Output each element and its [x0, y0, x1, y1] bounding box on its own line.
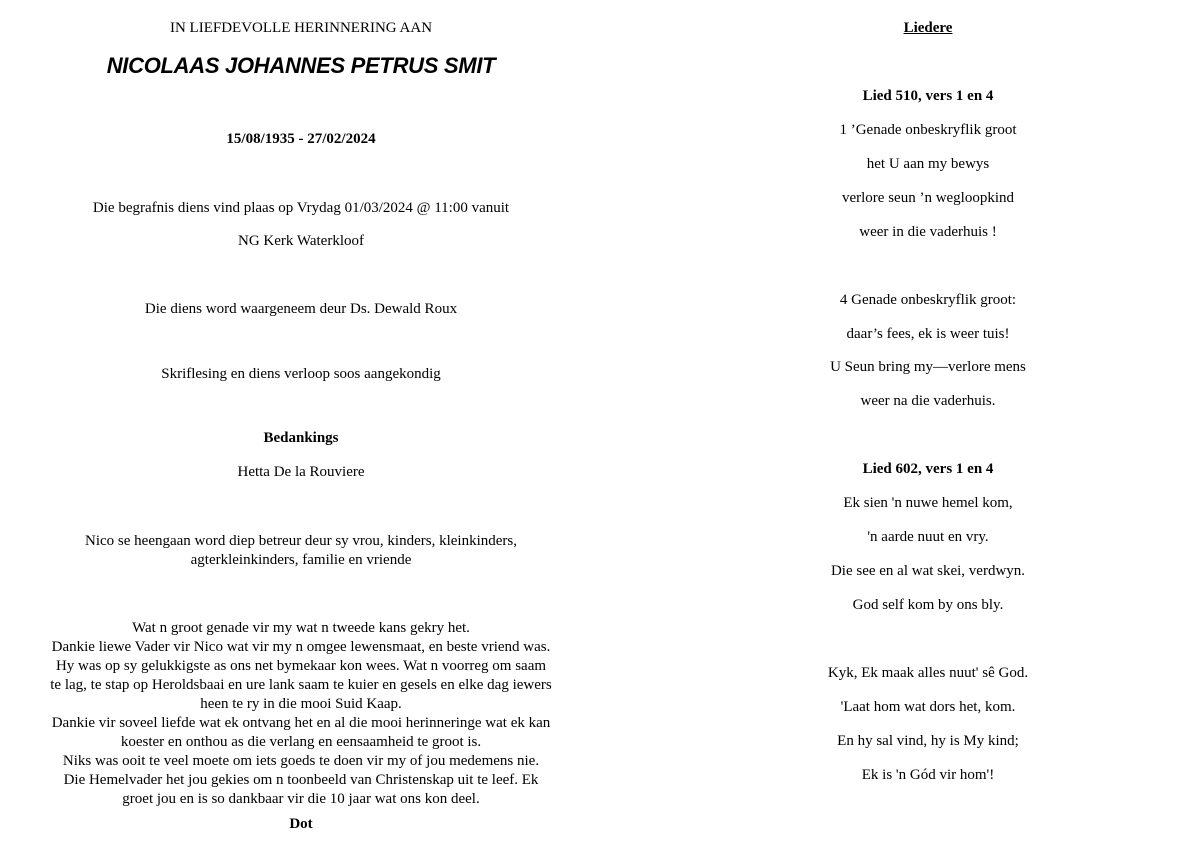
- song-title: Lied 602, vers 1 en 4: [862, 461, 994, 477]
- song-line: het U aan my bewys: [866, 156, 990, 172]
- tribute-line: Wat n groot genade vir my wat n tweede kans gekry het.: [132, 620, 470, 636]
- deceased-name: NICOLAAS JOHANNES PETRUS SMIT: [106, 53, 496, 78]
- tribute-line: Dankie liewe Vader vir Nico wat vir my n omgee lewensmaat, en beste vriend was.: [51, 639, 551, 655]
- song-line: daar’s fees, ek is weer tuis!: [846, 326, 1010, 342]
- song-line: 'n aarde nuut en vry.: [867, 529, 989, 545]
- song-line: 'Laat hom wat dors het, kom.: [840, 699, 1016, 715]
- song-line: Ek is 'n Gód vir hom'!: [861, 767, 995, 783]
- song-title: Lied 510, vers 1 en 4: [862, 88, 994, 104]
- song-line: Kyk, Ek maak alles nuut' sê God.: [827, 665, 1029, 681]
- signature: Dot: [289, 816, 313, 832]
- mourned-by-continued: agterkleinkinders, familie en vriende: [190, 552, 412, 568]
- song-line: weer na die vaderhuis.: [860, 393, 996, 409]
- songs-heading: Liedere: [903, 20, 953, 36]
- song-line: U Seun bring my—verlore mens: [830, 359, 1026, 375]
- tribute-line: groet jou en is so dankbaar vir die 10 jaar wat ons kon deel.: [122, 791, 480, 807]
- tribute-line: koester en onthou as die verlang en eensaamheid te groot is.: [120, 734, 482, 750]
- service-order: Skriflesing en diens verloop soos aangekondig: [161, 366, 441, 382]
- service-details: Die begrafnis diens vind plaas op Vrydag 01/03/2024 @ 11:00 vanuit: [92, 200, 510, 216]
- song-line: Die see en al wat skei, verdwyn.: [830, 563, 1026, 579]
- song-line: Ek sien 'n nuwe hemel kom,: [843, 495, 1013, 511]
- tribute-line: te lag, te stap op Heroldsbaai en ure lank saam te kuier en gesels en elke dag iewers: [50, 677, 552, 693]
- song-line: 1 ’Genade onbeskryflik groot: [839, 122, 1017, 138]
- tribute-line: Niks was ooit te veel moete om iets goeds te doen vir my of jou medemens nie.: [62, 753, 540, 769]
- memorial-heading: IN LIEFDEVOLLE HERINNERING AAN: [169, 20, 433, 36]
- life-dates: 15/08/1935 - 27/02/2024: [226, 131, 376, 147]
- thanks-heading: Bedankings: [263, 430, 339, 446]
- tribute-line: heen te ry in die mooi Suid Kaap.: [200, 696, 402, 712]
- thanks-name: Hetta De la Rouviere: [237, 464, 365, 480]
- song-line: God self kom by ons bly.: [852, 597, 1004, 613]
- service-venue: NG Kerk Waterkloof: [238, 233, 364, 249]
- tribute-line: Die Hemelvader het jou gekies om n toonbeeld van Christenskap uit te leef. Ek: [63, 772, 539, 788]
- tribute-line: Hy was op sy gelukkigste as ons net bymekaar kon wees. Wat n voorreg om saam: [55, 658, 547, 674]
- song-line: verlore seun ’n wegloopkind: [841, 190, 1015, 206]
- tribute-line: Dankie vir soveel liefde wat ek ontvang het en al die mooi herinneringe wat ek kan: [51, 715, 551, 731]
- officiant: Die diens word waargeneem deur Ds. Dewald Roux: [144, 301, 458, 317]
- song-line: 4 Genade onbeskryflik groot:: [839, 292, 1017, 308]
- song-line: En hy sal vind, hy is My kind;: [837, 733, 1019, 749]
- song-line: weer in die vaderhuis !: [859, 224, 997, 240]
- mourned-by: Nico se heengaan word diep betreur deur sy vrou, kinders, kleinkinders,: [85, 533, 517, 549]
